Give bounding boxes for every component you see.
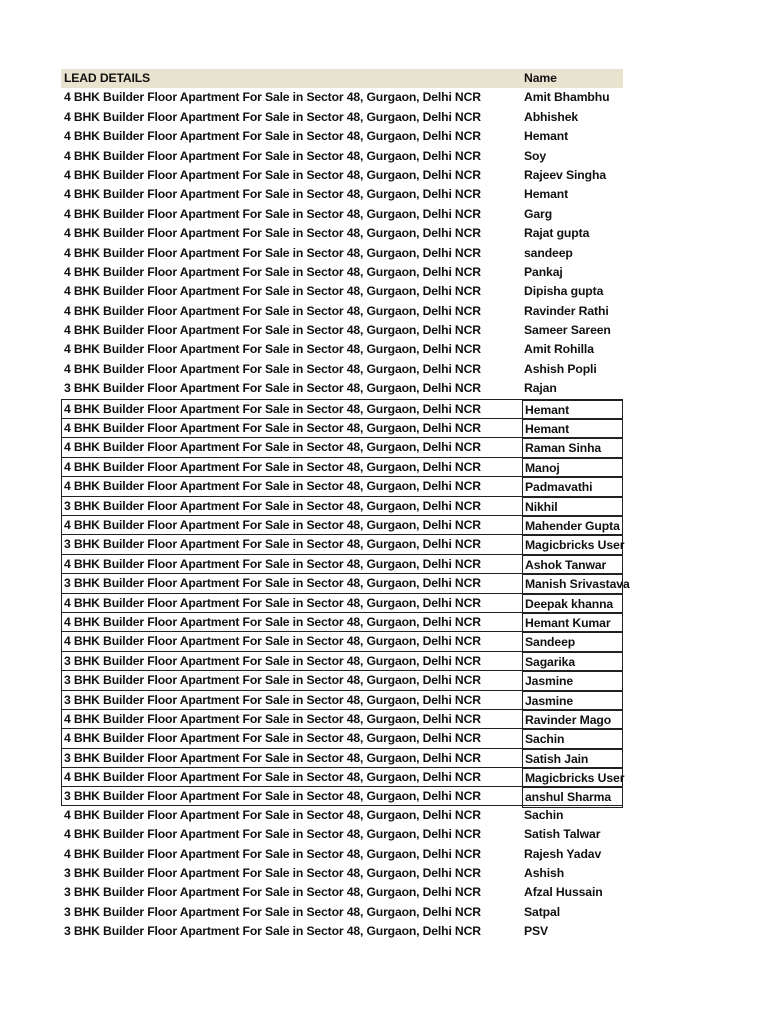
table-row — [61, 670, 623, 689]
table-row — [61, 379, 661, 398]
lead-details-cell: 4 BHK Builder Floor Apartment For Sale in Sector 48, Gurgaon, Delhi NCR — [64, 807, 481, 822]
table-row — [61, 534, 623, 553]
table-row — [61, 786, 623, 805]
table-row — [61, 166, 661, 185]
name-cell: Abhishek — [524, 109, 579, 124]
table-row — [61, 88, 661, 107]
name-cell: Soy — [524, 148, 547, 163]
lead-details-cell: 3 BHK Builder Floor Apartment For Sale in Sector 48, Gurgaon, Delhi NCR — [64, 653, 481, 668]
table-row — [61, 496, 623, 515]
name-cell: Sameer Sareen — [524, 323, 611, 338]
lead-details-cell: 3 BHK Builder Floor Apartment For Sale in Sector 48, Gurgaon, Delhi NCR — [64, 885, 481, 900]
lead-details-cell: 3 BHK Builder Floor Apartment For Sale in Sector 48, Gurgaon, Delhi NCR — [64, 673, 481, 688]
table-row — [61, 709, 623, 728]
table-row — [61, 767, 623, 786]
name-cell: Rajeev Singha — [524, 167, 607, 182]
name-cell: Rajesh Yadav — [524, 846, 602, 861]
table-row — [61, 205, 661, 224]
lead-details-cell: 4 BHK Builder Floor Apartment For Sale in Sector 48, Gurgaon, Delhi NCR — [64, 614, 481, 629]
table-row — [61, 554, 623, 573]
lead-details-cell: 4 BHK Builder Floor Apartment For Sale in Sector 48, Gurgaon, Delhi NCR — [64, 595, 481, 610]
table-row — [61, 476, 623, 495]
name-cell: Hemant Kumar — [522, 613, 623, 632]
lead-details-cell: 3 BHK Builder Floor Apartment For Sale in Sector 48, Gurgaon, Delhi NCR — [64, 904, 481, 919]
name-cell: Sachin — [522, 729, 623, 748]
table-row — [61, 185, 661, 204]
name-cell: Raman Sinha — [522, 438, 623, 457]
name-cell: Hemant — [524, 129, 569, 144]
lead-details-cell: 4 BHK Builder Floor Apartment For Sale in Sector 48, Gurgaon, Delhi NCR — [64, 634, 481, 649]
table-row — [61, 263, 661, 282]
lead-details-cell: 3 BHK Builder Floor Apartment For Sale in Sector 48, Gurgaon, Delhi NCR — [64, 498, 481, 513]
lead-details-cell: 4 BHK Builder Floor Apartment For Sale in Sector 48, Gurgaon, Delhi NCR — [64, 284, 481, 299]
lead-details-cell: 4 BHK Builder Floor Apartment For Sale in Sector 48, Gurgaon, Delhi NCR — [64, 556, 481, 571]
name-cell: Sagarika — [522, 652, 623, 671]
table-row — [61, 748, 623, 767]
table-row — [61, 437, 623, 456]
name-cell: Amit Rohilla — [524, 342, 594, 357]
name-cell: Dipisha gupta — [524, 284, 604, 299]
lead-details-cell: 4 BHK Builder Floor Apartment For Sale in Sector 48, Gurgaon, Delhi NCR — [64, 421, 481, 436]
name-cell: Magicbricks User — [522, 768, 623, 787]
lead-details-cell: 4 BHK Builder Floor Apartment For Sale in Sector 48, Gurgaon, Delhi NCR — [64, 187, 481, 202]
table-row — [61, 593, 623, 612]
lead-details-cell: 4 BHK Builder Floor Apartment For Sale in Sector 48, Gurgaon, Delhi NCR — [64, 148, 481, 163]
name-cell: Satish Talwar — [524, 827, 601, 842]
name-cell: Nikhil — [522, 497, 623, 516]
table-row — [61, 690, 623, 709]
table-row — [61, 845, 661, 864]
table-row — [61, 631, 623, 650]
table-row — [61, 806, 661, 825]
name-cell: Satish Jain — [522, 749, 623, 768]
table-row — [61, 825, 661, 844]
name-cell: Rajat gupta — [524, 226, 590, 241]
name-cell: PSV — [524, 924, 549, 939]
name-cell: Afzal Hussain — [524, 885, 603, 900]
lead-details-cell: 4 BHK Builder Floor Apartment For Sale in Sector 48, Gurgaon, Delhi NCR — [64, 517, 481, 532]
name-cell: Padmavathi — [522, 477, 623, 496]
lead-details-cell: 4 BHK Builder Floor Apartment For Sale in Sector 48, Gurgaon, Delhi NCR — [64, 264, 481, 279]
name-cell: Sachin — [524, 807, 564, 822]
lead-details-cell: 4 BHK Builder Floor Apartment For Sale in Sector 48, Gurgaon, Delhi NCR — [64, 401, 481, 416]
lead-details-cell: 4 BHK Builder Floor Apartment For Sale in Sector 48, Gurgaon, Delhi NCR — [64, 342, 481, 357]
name-cell: Ravinder Mago — [522, 710, 623, 729]
lead-details-cell: 4 BHK Builder Floor Apartment For Sale in Sector 48, Gurgaon, Delhi NCR — [64, 90, 481, 105]
lead-details-cell: 3 BHK Builder Floor Apartment For Sale in Sector 48, Gurgaon, Delhi NCR — [64, 866, 481, 881]
name-cell: Pankaj — [524, 264, 563, 279]
name-cell: Hemant — [522, 419, 623, 438]
header-name: Name — [524, 71, 557, 85]
lead-details-cell: 3 BHK Builder Floor Apartment For Sale in Sector 48, Gurgaon, Delhi NCR — [64, 750, 481, 765]
table-row — [61, 418, 623, 437]
table-row — [61, 515, 623, 534]
name-cell: Ashish Popli — [524, 361, 597, 376]
table-header-row — [61, 69, 623, 88]
lead-details-cell: 3 BHK Builder Floor Apartment For Sale in Sector 48, Gurgaon, Delhi NCR — [64, 692, 481, 707]
table-row — [61, 127, 661, 146]
lead-details-cell: 3 BHK Builder Floor Apartment For Sale in Sector 48, Gurgaon, Delhi NCR — [64, 924, 481, 939]
name-cell: Hemant — [522, 400, 623, 419]
lead-details-cell: 4 BHK Builder Floor Apartment For Sale in Sector 48, Gurgaon, Delhi NCR — [64, 846, 481, 861]
lead-details-cell: 4 BHK Builder Floor Apartment For Sale in Sector 48, Gurgaon, Delhi NCR — [64, 109, 481, 124]
lead-details-cell: 4 BHK Builder Floor Apartment For Sale in Sector 48, Gurgaon, Delhi NCR — [64, 479, 481, 494]
header-lead-details: LEAD DETAILS — [64, 71, 150, 85]
name-cell: Satpal — [524, 904, 560, 919]
table-row — [61, 302, 661, 321]
name-cell: Ashok Tanwar — [522, 555, 623, 574]
table-row — [61, 244, 661, 263]
table-row — [61, 728, 623, 747]
name-cell: Jasmine — [522, 691, 623, 710]
name-cell: Garg — [524, 206, 553, 221]
lead-details-cell: 4 BHK Builder Floor Apartment For Sale in Sector 48, Gurgaon, Delhi NCR — [64, 129, 481, 144]
table-row — [61, 147, 661, 166]
name-cell: Jasmine — [522, 671, 623, 690]
lead-details-cell: 4 BHK Builder Floor Apartment For Sale in Sector 48, Gurgaon, Delhi NCR — [64, 711, 481, 726]
name-cell: Ravinder Rathi — [524, 303, 609, 318]
table-row — [61, 883, 661, 902]
lead-details-cell: 4 BHK Builder Floor Apartment For Sale in Sector 48, Gurgaon, Delhi NCR — [64, 206, 481, 221]
name-cell: Hemant — [524, 187, 569, 202]
table-row — [61, 457, 623, 476]
name-cell: Rajan — [524, 381, 557, 396]
name-cell: Magicbricks User — [522, 535, 623, 554]
lead-details-cell: 4 BHK Builder Floor Apartment For Sale in Sector 48, Gurgaon, Delhi NCR — [64, 167, 481, 182]
name-cell: anshul Sharma — [522, 787, 623, 807]
table-row — [61, 399, 623, 418]
name-cell: sandeep — [524, 245, 573, 260]
lead-details-cell: 4 BHK Builder Floor Apartment For Sale in Sector 48, Gurgaon, Delhi NCR — [64, 245, 481, 260]
lead-details-cell: 4 BHK Builder Floor Apartment For Sale in Sector 48, Gurgaon, Delhi NCR — [64, 440, 481, 455]
table-row — [61, 612, 623, 631]
table-row — [61, 108, 661, 127]
lead-details-cell: 4 BHK Builder Floor Apartment For Sale in Sector 48, Gurgaon, Delhi NCR — [64, 323, 481, 338]
lead-details-cell: 4 BHK Builder Floor Apartment For Sale in Sector 48, Gurgaon, Delhi NCR — [64, 770, 481, 785]
name-cell: Ashish — [524, 866, 565, 881]
name-cell: Manoj — [522, 458, 623, 477]
lead-details-cell: 3 BHK Builder Floor Apartment For Sale in Sector 48, Gurgaon, Delhi NCR — [64, 576, 481, 591]
lead-details-cell: 4 BHK Builder Floor Apartment For Sale in Sector 48, Gurgaon, Delhi NCR — [64, 303, 481, 318]
table-row — [61, 922, 661, 941]
table-body — [61, 88, 661, 941]
name-cell: Amit Bhambhu — [524, 90, 610, 105]
lead-details-cell: 3 BHK Builder Floor Apartment For Sale in Sector 48, Gurgaon, Delhi NCR — [64, 789, 481, 804]
name-cell: Mahender Gupta — [522, 516, 623, 535]
table-row — [61, 903, 661, 922]
name-cell: Manish Srivastava — [522, 574, 623, 593]
lead-details-cell: 4 BHK Builder Floor Apartment For Sale in Sector 48, Gurgaon, Delhi NCR — [64, 226, 481, 241]
lead-details-cell: 3 BHK Builder Floor Apartment For Sale in Sector 48, Gurgaon, Delhi NCR — [64, 537, 481, 552]
name-cell: Deepak khanna — [522, 594, 623, 613]
lead-details-cell: 4 BHK Builder Floor Apartment For Sale in Sector 48, Gurgaon, Delhi NCR — [64, 731, 481, 746]
lead-table — [61, 69, 661, 942]
table-row — [61, 282, 661, 301]
lead-details-cell: 4 BHK Builder Floor Apartment For Sale in Sector 48, Gurgaon, Delhi NCR — [64, 459, 481, 474]
table-row — [61, 340, 661, 359]
lead-details-cell: 3 BHK Builder Floor Apartment For Sale in Sector 48, Gurgaon, Delhi NCR — [64, 381, 481, 396]
lead-details-cell: 4 BHK Builder Floor Apartment For Sale in Sector 48, Gurgaon, Delhi NCR — [64, 827, 481, 842]
table-row — [61, 321, 661, 340]
table-row — [61, 224, 661, 243]
name-cell: Sandeep — [522, 632, 623, 651]
table-row — [61, 651, 623, 670]
table-row — [61, 573, 630, 592]
lead-details-cell: 4 BHK Builder Floor Apartment For Sale in Sector 48, Gurgaon, Delhi NCR — [64, 361, 481, 376]
table-row — [61, 360, 661, 379]
table-row — [61, 864, 661, 883]
